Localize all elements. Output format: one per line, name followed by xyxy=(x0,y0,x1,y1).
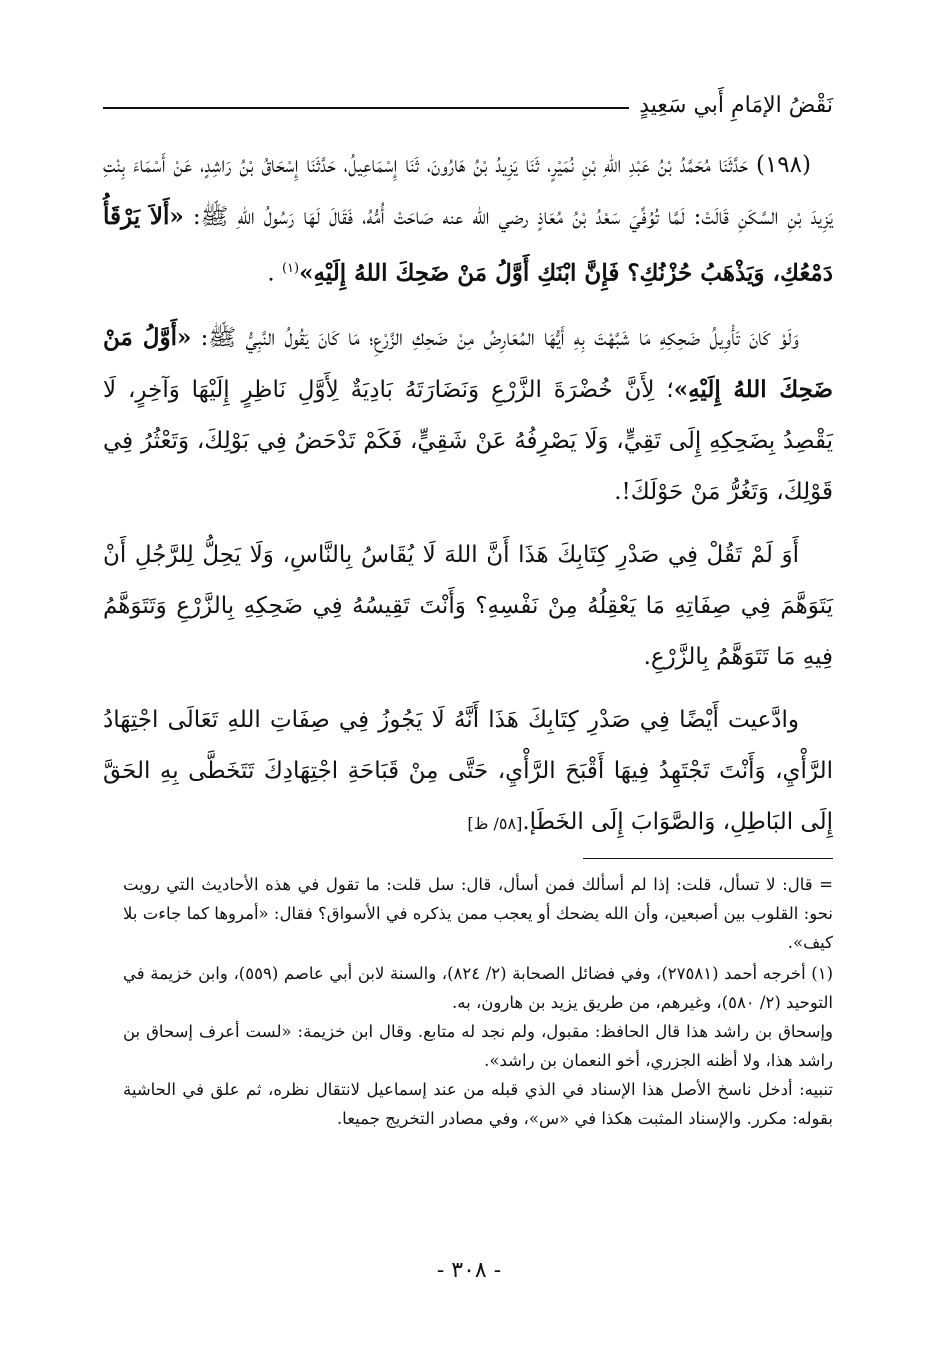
page-number: - ٣٠٨ - xyxy=(436,1258,502,1283)
commentary-quote: «أَوَّلُ مَنْ ضَحِكَ اللهُ إِلَيْهِ» xyxy=(103,323,833,403)
commentary-paragraph-2: أَوَ لَمْ تَقُلْ فِي صَدْرِ كِتَابِكَ هَذَا أَنَّ اللهَ لَا يُقَاسُ بِالنَّاسِ، وَلَا يَحِلُّ لِلرَّجُلِ أَنْ يَتَوَهَّمَ فِي صِفَاتِهِ مَا يَعْقِلُهُ مِنْ نَفْسِهِ؟ وَأَنْتَ تَقِيسُهُ فِي ضَحِكِهِ بِالزَّرْعِ وَتَتَوَهَّمُ فِيهِ مَا تَتَوَهَّمُ بِالزَّرْعِ. xyxy=(103,541,833,670)
hadith-chain: (١٩٨) حَدَّثَنَا مُحَمَّدُ بْنُ عَبْدِ اللهِ بْنِ نُمَيْرٍ، ثَنَا يَزِيدُ بْنُ هَارُونَ، ثَنَا إِسْمَاعِيلُ، حَدَّثَنَا إِسْحَاقُ بْنُ رَاشِدٍ، عَنْ أَسْمَاءَ بِنْتِ يَزِيدَ بْنِ السَّكَنِ قَالَتْ: لَمَّا تُوُفِّيَ سَعْدُ بْنُ مُعَاذٍ رضي الله عنه صَاحَتْ أُمُّهُ، فَقَالَ لَهَا رَسُولُ اللهِ ﷺ: xyxy=(103,152,834,230)
commentary-paragraph-3 xyxy=(103,695,833,849)
header-rule xyxy=(103,107,629,109)
footnote-rule xyxy=(583,858,833,859)
hadith-quote: «أَلاَ يَرْقَأُ دَمْعُكِ، وَيَذْهَبُ حُزْنُكِ؟ فَإِنَّ ابْنَكِ أَوَّلُ مَنْ ضَحِكَ اللهُ إِلَيْهِ» xyxy=(103,203,833,287)
manuscript-marker: [٥٨/ ظ] xyxy=(467,813,523,833)
footnote-continuation: = قال: لا تسأل، قلت: إذا لم أسألك فمن أسأل، قال: سل قلت: ما تقول في هذه الأحاديث التي رويت نحو: القلوب بين أصبعين، وأن الله يضحك أو يعجب ممن يذكره في الأسواق؟ فقال: «أمروها كما جاءت بلا كيف». xyxy=(123,875,833,952)
header-title: نَقْضُ الإمَامِ أَبي سَعِيدٍ xyxy=(639,93,833,118)
hadith-paragraph xyxy=(103,140,833,300)
main-text xyxy=(103,140,833,849)
commentary-text-a: وَلَوْ كَانَ تَأْوِيلُ ضَحِكِهِ مَا شَبَّهْتَ بِهِ أَيُّهَا المُعَارِضُ مِنْ ضَحِكِ الزَّرْعِ؛ مَا كَانَ يَقُولُ النَّبِيُّ ﷺ: xyxy=(200,324,799,351)
paragraph-end: . xyxy=(267,260,275,287)
commentary-text: وادَّعيت أَيْضًا فِي صَدْرِ كِتَابِكَ هَذَا أَنَّهُ لَا يَجُوزُ فِي صِفَاتِ اللهِ تَعَالَى اجْتِهَادُ الرَّأْيِ، وَأَنْتَ تَجْتَهِدُ فِيهَا أَقْبَحَ الرَّأْيِ، حَتَّى مِنْ قَبَاحَةِ اجْتِهَادِكَ تَتَخَطَّى بِهِ الحَقَّ إِلَى البَاطِلِ، وَالصَّوَابَ إِلَى الخَطَإ. xyxy=(103,706,833,835)
commentary-paragraph-1 xyxy=(103,312,833,518)
running-header xyxy=(103,78,833,118)
commentary-text-b: ؛ لِأَنَّ خُضْرَةَ الزَّرْعِ وَنَضَارَتَهُ بَادِيَةٌ لِأَوَّلِ نَاظِرٍ إِلَيْهَا وَآخِرٍ، لَا يَقْصِدُ بِضَحِكِهِ إِلَى تَقِيٍّ، وَلَا يَصْرِفُهُ عَنْ شَقِيٍّ، فَكَمْ تَدْحَضُ فِي بَوْلِكَ، وَتَعْثُرُ فِي قَوْلِكَ، وَتَغُرُّ مَنْ حَوْلَكَ!. xyxy=(103,376,833,505)
footnote-1-narrator: وإسحاق بن راشد هذا قال الحافظ: مقبول، ولم نجد له متابع. وقال ابن خزيمة: «لست أعرف إسحاق بن راشد هذا، ولا أظنه الجزري، أخو النعمان بن راشد». xyxy=(123,1022,833,1070)
footnote-1-note: تنبيه: أدخل ناسخ الأصل هذا الإسناد في الذي قبله من عند إسماعيل لانتقال نظره، ثم علق في الحاشية بقوله: مكرر. والإسناد المثبت هكذا في «س»، وفي مصادر التخريج جميعا. xyxy=(123,1080,833,1128)
footnotes xyxy=(123,870,833,1133)
footnote-ref: (١) xyxy=(281,261,300,276)
footnote-1: (١) أخرجه أحمد (٢٧٥٨١)، وفي فضائل الصحابة (٢/ ٨٢٤)، والسنة لابن أبي عاصم (٥٥٩)، وابن خزيمة في التوحيد (٢/ ٥٨٠)، وغيرهم، من طريق يزيد بن هارون، به. xyxy=(123,964,834,1012)
